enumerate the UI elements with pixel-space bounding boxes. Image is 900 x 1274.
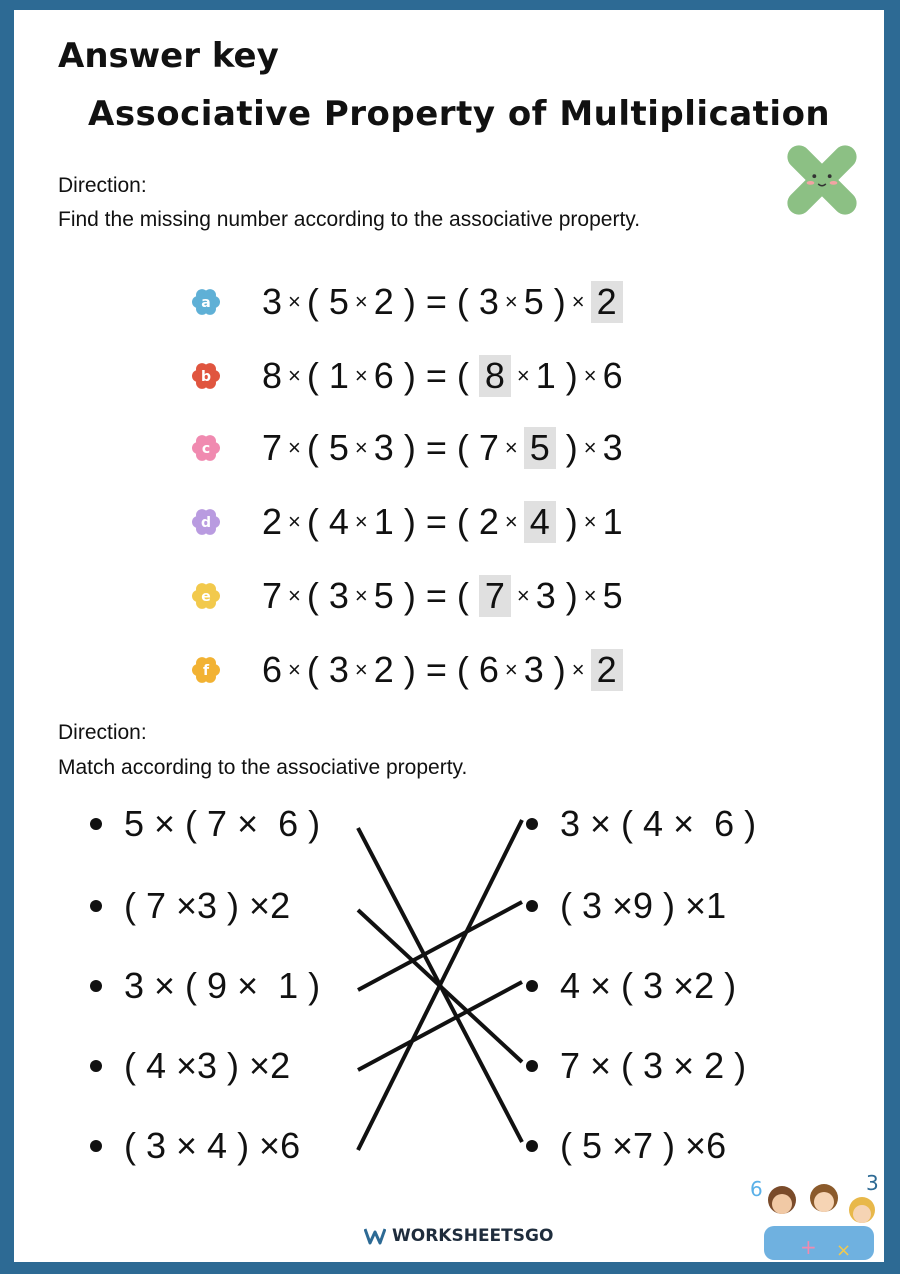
svg-text:3: 3 [866, 1171, 879, 1195]
times-sign: × [504, 435, 518, 460]
bullet-dot-icon [90, 900, 102, 912]
number: 7 [262, 575, 283, 616]
times-sign: × [288, 509, 301, 534]
right-match-item [526, 962, 736, 1010]
kids-illustration-icon [744, 1170, 884, 1262]
left-match-item [90, 962, 320, 1010]
bullet-dot-icon [90, 1060, 102, 1072]
bullet-dot-icon [90, 980, 102, 992]
worksheet-page [14, 10, 884, 1262]
times-sign: × [583, 583, 597, 608]
symbol: ) [555, 575, 578, 616]
number: 6 [373, 355, 394, 396]
right-match-item [526, 882, 726, 930]
right-expression: 4 × ( 3 ×2 ) [560, 965, 737, 1006]
symbol: ) [555, 427, 578, 468]
bullet-dot-icon [526, 1060, 538, 1072]
times-sign: × [583, 435, 597, 460]
times-sign: × [354, 363, 368, 388]
symbol: ) [555, 501, 578, 542]
symbol: ) [393, 281, 416, 322]
number: 7 [478, 427, 499, 468]
times-sign: × [571, 289, 585, 314]
number: 1 [535, 355, 556, 396]
number: 6 [262, 649, 283, 690]
symbol: ) [393, 501, 416, 542]
times-sign: × [354, 289, 368, 314]
right-expression: ( 3 ×9 ) ×1 [560, 885, 727, 926]
times-sign: × [504, 289, 518, 314]
left-match-item [90, 1122, 300, 1170]
answer-value: 4 [524, 501, 556, 543]
right-expression: 3 × ( 4 × 6 ) [560, 803, 757, 844]
times-sign: × [354, 435, 368, 460]
answer-value: 8 [479, 355, 511, 397]
svg-text:e: e [201, 589, 211, 605]
right-match-item [526, 1042, 746, 1090]
number: 6 [602, 355, 623, 396]
symbol: ( [456, 501, 479, 542]
symbol: ( [456, 427, 479, 468]
symbol: = [415, 355, 457, 396]
number: 3 [523, 649, 544, 690]
symbol: ( [456, 575, 479, 616]
times-sign: × [354, 509, 368, 534]
times-sign: × [504, 509, 518, 534]
svg-text:6: 6 [750, 1177, 763, 1201]
number: 3 [328, 575, 349, 616]
direction-text-2: Match according to the associative property. [58, 756, 468, 779]
symbol: ) [393, 575, 416, 616]
symbol: ( [456, 281, 479, 322]
answer-value: 2 [591, 649, 623, 691]
times-sign: × [571, 657, 585, 682]
match-line [358, 902, 522, 990]
page-title: Associative Property of Multiplication [88, 94, 831, 134]
svg-text:d: d [200, 515, 212, 531]
brand-suffix: GO [525, 1226, 554, 1246]
left-match-item [90, 1042, 290, 1090]
bullet-dot-icon [90, 818, 102, 830]
number: 3 [478, 281, 499, 322]
svg-text:c: c [201, 441, 211, 457]
symbol: ) [543, 281, 566, 322]
svg-text:f: f [202, 663, 210, 679]
symbol: ( [306, 649, 329, 690]
times-sign: × [504, 657, 518, 682]
right-expression: ( 5 ×7 ) ×6 [560, 1125, 727, 1166]
direction-label-1: Direction: [58, 174, 147, 197]
number: 2 [262, 501, 283, 542]
number: 3 [262, 281, 283, 322]
symbol: = [415, 575, 457, 616]
symbol: = [415, 501, 457, 542]
symbol: ) [543, 649, 566, 690]
answer-value: 2 [591, 281, 623, 323]
number: 8 [262, 355, 283, 396]
number: 6 [478, 649, 499, 690]
right-expression: 7 × ( 3 × 2 ) [560, 1045, 747, 1086]
svg-text:a: a [201, 295, 211, 311]
symbol: = [415, 649, 457, 690]
number: 5 [328, 427, 349, 468]
svg-text:×: × [836, 1240, 852, 1261]
symbol: ) [555, 355, 578, 396]
left-match-item [90, 800, 320, 848]
footer-logo [364, 1226, 553, 1246]
symbol: = [415, 281, 457, 322]
bullet-dot-icon [526, 818, 538, 830]
symbol: ( [306, 427, 329, 468]
number: 1 [328, 355, 349, 396]
times-sign: × [516, 583, 530, 608]
symbol: ) [393, 427, 416, 468]
times-sign: × [516, 363, 530, 388]
svg-text:+: + [800, 1235, 817, 1259]
symbol: ( [306, 575, 329, 616]
times-sign: × [288, 289, 301, 314]
right-match-item [526, 800, 756, 848]
number: 5 [523, 281, 544, 322]
times-sign: × [288, 583, 301, 608]
number: 5 [373, 575, 394, 616]
left-expression: ( 7 ×3 ) ×2 [124, 885, 291, 926]
number: 1 [373, 501, 394, 542]
worksheetsgo-logo-icon [364, 1227, 386, 1245]
direction-text-1: Find the missing number according to the associative property. [58, 208, 641, 231]
symbol: ( [456, 355, 479, 396]
right-match-item [526, 1122, 726, 1170]
number: 4 [328, 501, 349, 542]
times-sign: × [354, 583, 368, 608]
symbol: = [415, 427, 457, 468]
match-line [358, 820, 522, 1150]
number: 3 [373, 427, 394, 468]
brand-name: WORKSHEETS [392, 1226, 526, 1246]
number: 3 [602, 427, 623, 468]
bullet-dot-icon [526, 1140, 538, 1152]
symbol: ( [306, 501, 329, 542]
bullet-dot-icon [526, 980, 538, 992]
times-sign: × [583, 363, 597, 388]
symbol: ) [393, 355, 416, 396]
left-expression: ( 4 ×3 ) ×2 [124, 1045, 291, 1086]
number: 2 [373, 649, 394, 690]
direction-label-2: Direction: [58, 721, 147, 744]
answer-value: 5 [524, 427, 556, 469]
number: 2 [478, 501, 499, 542]
number: 2 [373, 281, 394, 322]
svg-text:b: b [200, 369, 212, 385]
left-expression: ( 3 × 4 ) ×6 [124, 1125, 301, 1166]
number: 7 [262, 427, 283, 468]
left-expression: 3 × ( 9 × 1 ) [124, 965, 321, 1006]
number: 5 [602, 575, 623, 616]
number: 3 [328, 649, 349, 690]
left-expression: 5 × ( 7 × 6 ) [124, 803, 321, 844]
symbol: ( [456, 649, 479, 690]
bullet-dot-icon [90, 1140, 102, 1152]
bullet-dot-icon [526, 900, 538, 912]
number: 3 [535, 575, 556, 616]
times-sign: × [288, 435, 301, 460]
left-match-item [90, 882, 290, 930]
match-line [358, 982, 522, 1070]
answer-key-label: Answer key [58, 36, 279, 76]
symbol: ( [306, 281, 329, 322]
number: 1 [602, 501, 623, 542]
times-sign: × [288, 363, 301, 388]
times-sign: × [583, 509, 597, 534]
symbol: ) [393, 649, 416, 690]
symbol: ( [306, 355, 329, 396]
times-sign: × [288, 657, 301, 682]
answer-value: 7 [479, 575, 511, 617]
number: 5 [328, 281, 349, 322]
times-sign: × [354, 657, 368, 682]
